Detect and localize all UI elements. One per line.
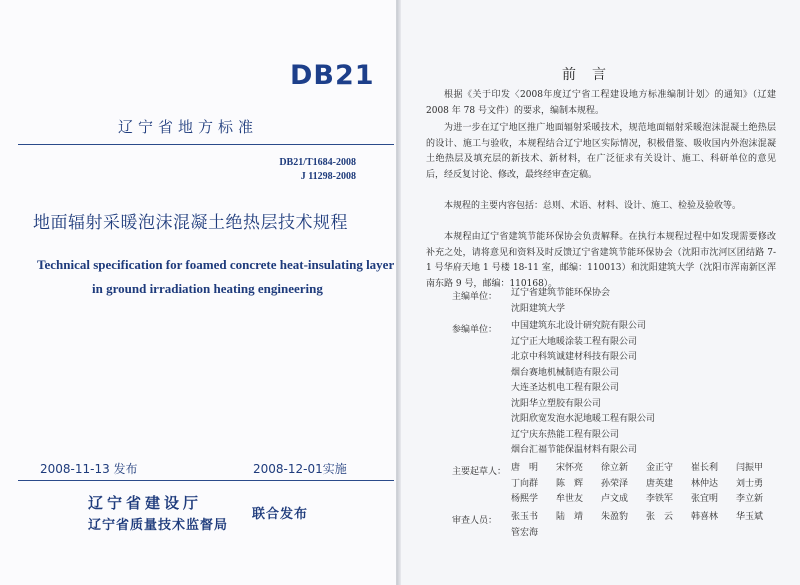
title-chinese: 地面辐射采暖泡沫混凝土绝热层技术规程 [33,213,348,233]
person-name: 李立新 [736,494,764,504]
person-name: 闫振甲 [736,463,764,473]
list-item: 沈阳建筑大学 [511,303,566,314]
person-name: 陆 靖 [556,512,584,522]
person-name: 崔长利 [691,463,719,473]
implement-date: 2008-12-01实施 [253,462,347,476]
person-name: 孙荣泽 [601,478,629,489]
person-name: 杨熙学 [511,494,539,504]
person-name: 朱盈豹 [601,512,629,522]
person-name: 唐英建 [646,478,674,489]
person-name: 宋怀亮 [556,463,584,473]
list-item: 烟台汇福节能保温材料有限公司 [511,445,638,455]
joint-issue-label: 联合发布 [252,507,309,522]
person-name: 陈 辉 [556,478,584,489]
person-name: 李铁军 [646,494,674,504]
drafters-row [511,492,781,508]
drafters-list [511,461,781,508]
issue-date: 2008-11-13 发布 [40,462,138,476]
foreword-paragraph-3: 本规程的主要内容包括：总则、术语、材料、设计、施工、检验及验收等。 [444,201,742,211]
person-name: 金正守 [646,463,674,473]
foreword-title: 前言 [562,67,622,83]
divider-top [18,144,394,145]
reviewers-row [511,510,781,526]
reviewers-list [511,510,781,541]
standard-code: DB21 [290,60,375,91]
person-name: 丁向群 [511,478,539,489]
reviewers-label: 审查人员： [452,516,498,526]
list-item: 辽宁省建筑节能环保协会 [511,288,611,298]
list-item: 大连圣达机电工程有限公司 [511,383,620,393]
issuer-quality-bureau: 辽宁省质量技术监督局 [88,518,229,533]
drafters-row [511,461,781,477]
foreword-paragraph-4: 本规程由辽宁省建筑节能环保协会负责解释。在执行本规程过程中如发现需要修改补充之处，请将意见和资料及时反馈辽宁省建筑节能环保协会（沈阳市沈河区团结路 7-1 号华府天地 1 号楼 18-11 室，邮编：110013）和沈阳建筑大学（沈阳市浑南新区浑南东路 9 号，邮编：110168）。 [426,232,776,289]
person-name: 张 云 [646,512,674,522]
reviewers-row [511,526,781,542]
person-name: 张宜明 [691,494,719,504]
list-item: 辽宁正大地暖涂装工程有限公司 [511,336,638,347]
person-name: 牟世友 [556,494,584,504]
filing-number: J 11298-2008 [300,171,356,182]
person-name: 刘士勇 [736,478,764,489]
drafters-label: 主要起草人： [452,467,507,477]
standard-type: 辽宁省地方标准 [118,118,259,136]
person-name: 唐 明 [511,463,539,473]
divider-bottom [18,480,394,481]
title-english-line2: in ground irradiation heating engineering [92,281,323,296]
cover-page [0,0,397,585]
participant-units-list [511,319,655,459]
foreword-paragraph-1: 根据《关于印发〈2008年度辽宁省工程建设地方标准编制计划〉的通知》（辽建 2008 年 78 号文件）的要求，编制本规程。 [426,90,776,116]
person-name: 徐立新 [601,463,629,473]
drafters-row [511,477,781,493]
list-item: 烟台赛地机械制造有限公司 [511,367,620,378]
issuer-construction-dept: 辽宁省建设厅 [88,494,203,512]
list-item: 辽宁庆东热能工程有限公司 [511,429,620,440]
list-item: 沈阳华立塑胶有限公司 [511,398,602,409]
person-name: 韩喜林 [691,512,719,522]
person-name: 卢文成 [601,494,629,504]
foreword-paragraph-2: 为进一步在辽宁地区推广地面辐射采暖技术，规范地面辐射采暖泡沫混凝土绝热层的设计、施工与验收，本规程结合辽宁地区实际情况，积极借鉴、吸收国内外泡沫混凝土绝热层及填充层的新技术、新材料，在广泛征求有关设计、施工、科研单位的意见后，经反复讨论、修改，最终经审查定稿。 [426,123,776,180]
title-english-line1: Technical specification for foamed concrete heat-insulating layer [37,257,395,272]
person-name: 张玉书 [511,512,539,522]
participant-units-label: 参编单位： [452,325,498,335]
person-name: 华玉斌 [736,512,764,522]
person-name: 林仲达 [691,478,719,489]
list-item: 沈阳欣宽发泡水泥地暖工程有限公司 [511,414,656,424]
list-item: 中国建筑东北设计研究院有限公司 [511,321,647,331]
person-name: 管宏海 [511,527,539,538]
list-item: 北京中科筑诚建材科技有限公司 [511,352,638,362]
standard-number: DB21/T1684-2008 [279,157,356,168]
chief-units-label: 主编单位： [452,292,498,302]
chief-units-list [511,286,610,317]
